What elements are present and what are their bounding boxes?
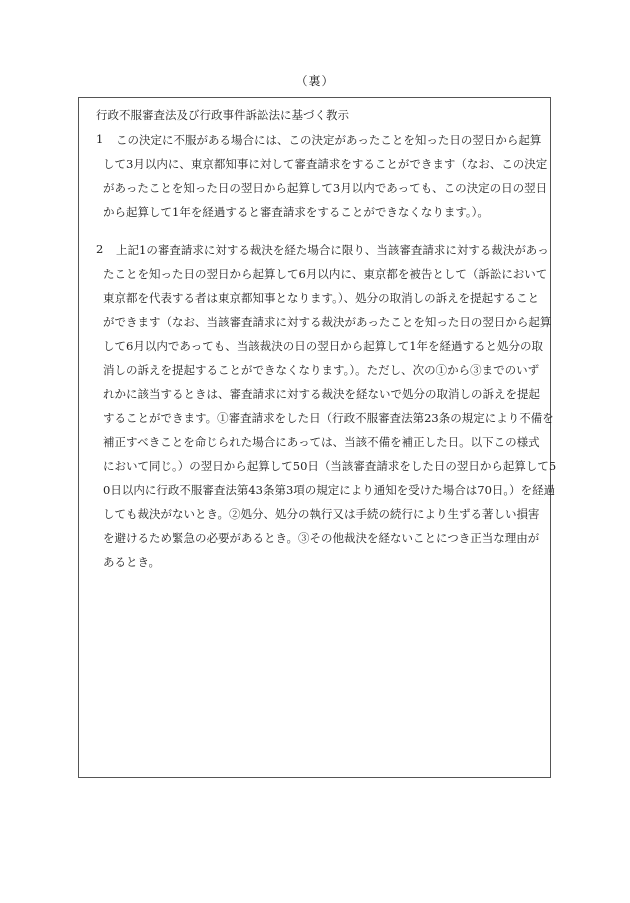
- notice-title: 行政不服審査法及び行政事件訴訟法に基づく教示: [96, 108, 349, 122]
- item-text-line: あるとき。: [103, 555, 161, 569]
- item-text-line: 消しの訴えを提起することができなくなります。）。ただし、次の①から③までのいず: [103, 363, 540, 377]
- item-text-line: れかに該当するときは、審査請求に対する裁決を経ないで処分の取消しの訴えを提起: [103, 387, 540, 401]
- item-text-line: 上記1の審査請求に対する裁決を経た場合に限り、当該審査請求に対する裁決があっ: [116, 243, 549, 257]
- notice-box: [78, 97, 557, 778]
- item-text-line: 0日以内に行政不服審査法第43条第3項の規定により通知を受けた場合は70日。）を経過: [103, 483, 556, 497]
- page-side-heading: （裏）: [295, 74, 335, 88]
- item-number: 2: [96, 242, 104, 256]
- item-text-line: して3月以内に、東京都知事に対して審査請求をすることができます（なお、この決定: [103, 157, 548, 171]
- item-text-line: から起算して1年を経過すると審査請求をすることができなくなります。）。: [103, 205, 489, 219]
- item-text-line: 東京都を代表する者は東京都知事となります。）、処分の取消しの訴えを提起すること: [103, 291, 540, 305]
- item-text-line: この決定に不服がある場合には、この決定があったことを知った日の翌日から起算: [116, 133, 542, 147]
- item-text-line: して6月以内であっても、当該裁決の日の翌日から起算して1年を経過すると処分の取: [103, 339, 544, 353]
- item-text-line: を避けるため緊急の必要があるとき。③その他裁決を経ないことにつき正当な理由が: [103, 531, 540, 545]
- item-text-line: があったことを知った日の翌日から起算して3月以内であっても、この決定の日の翌日: [103, 181, 548, 195]
- item-text-line: において同じ。）の翌日から起算して50日（当該審査請求をした日の翌日から起算して5: [103, 459, 557, 473]
- item-number: 1: [96, 132, 104, 146]
- item-text-line: 補正すべきことを命じられた場合にあっては、当該不備を補正した日。以下この様式: [103, 435, 540, 449]
- item-text-line: しても裁決がないとき。②処分、処分の執行又は手続の続行により生ずる著しい損害: [103, 507, 540, 521]
- item-text-line: することができます。①審査請求をした日（行政不服審査法第23条の規定により不備を: [103, 411, 554, 425]
- item-text-line: たことを知った日の翌日から起算して6月以内に、東京都を被告として（訴訟において: [103, 267, 548, 281]
- item-text-line: ができます（なお、当該審査請求に対する裁決があったことを知った日の翌日から起算: [103, 315, 552, 329]
